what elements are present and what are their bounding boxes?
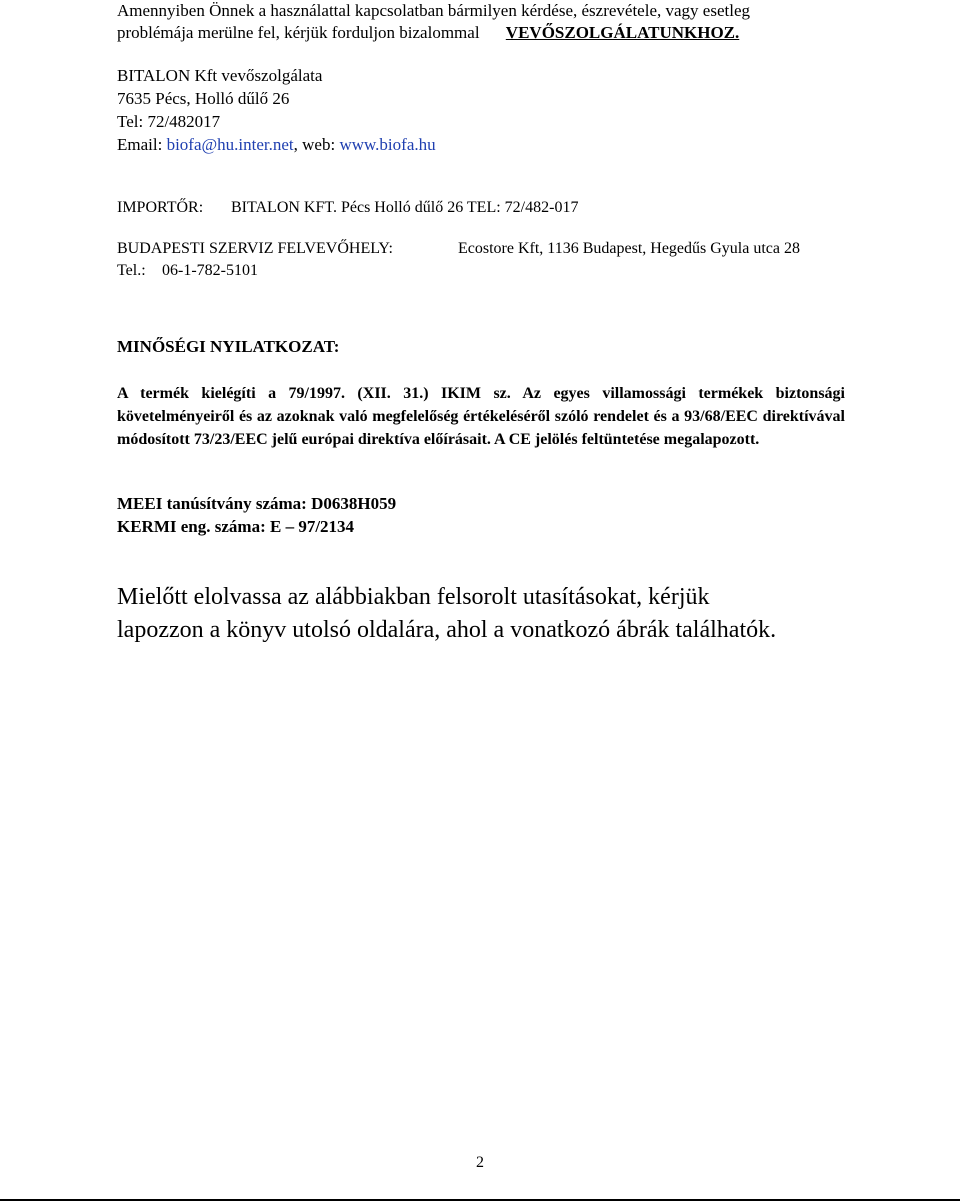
footer-divider (0, 1199, 960, 1201)
notice-line-1: Mielőtt elolvassa az alábbiakban felsorolt utasításokat, kérjük (117, 584, 710, 610)
declaration-body: A termék kielégíti a 79/1997. (XII. 31.) IKIM sz. Az egyes villamossági termékek biztonsági követelményeiről és az azoknak való megfelelőség értékeléséről szóló rendelet és a 93/68/EEC direktívával módosított 73/23/EEC jelű európai direktíva előírásait. A CE jelölés feltüntetése megalapozott. (117, 385, 845, 448)
meei-certificate: MEEI tanúsítvány száma: D0638H059 (117, 494, 397, 513)
budapest-service-value: Ecostore Kft, 1136 Budapest, Hegedűs Gyula utca 28 (458, 240, 800, 257)
importer-value: BITALON KFT. Pécs Holló dűlő 26 TEL: 72/482-017 (231, 199, 579, 216)
email-label: Email: (117, 135, 163, 154)
web-separator: , web: (293, 135, 336, 154)
intro-line-2-text: problémája merülne fel, kérjük forduljon bizalommal (117, 23, 480, 42)
declaration-heading: MINŐSÉGI NYILATKOZAT: (117, 337, 340, 356)
email-link[interactable]: biofa@hu.inter.net (166, 135, 294, 154)
kermi-number: KERMI eng. száma: E – 97/2134 (117, 517, 355, 536)
page-number: 2 (476, 1154, 484, 1171)
web-link[interactable]: www.biofa.hu (339, 135, 436, 154)
budapest-service-label: BUDAPESTI SZERVIZ FELVEVŐHELY: (117, 240, 393, 257)
customer-service-emphasis: VEVŐSZOLGÁLATUNKHOZ. (505, 23, 740, 42)
intro-line-1: Amennyiben Önnek a használattal kapcsolatban bármilyen kérdése, észrevétele, vagy esetleg (117, 1, 750, 20)
budapest-tel-value: 06-1-782-5101 (162, 262, 258, 279)
budapest-tel-label: Tel.: (117, 262, 146, 279)
notice-line-2: lapozzon a könyv utolsó oldalára, ahol a vonatkozó ábrák találhatók. (117, 617, 777, 643)
service-address: 7635 Pécs, Holló dűlő 26 (117, 89, 290, 108)
intro-line-2 (117, 22, 739, 44)
importer-label: IMPORTŐR: (117, 199, 204, 216)
service-name: BITALON Kft vevőszolgálata (117, 66, 323, 85)
service-contact-line (117, 134, 436, 156)
service-tel: Tel: 72/482017 (117, 112, 221, 131)
